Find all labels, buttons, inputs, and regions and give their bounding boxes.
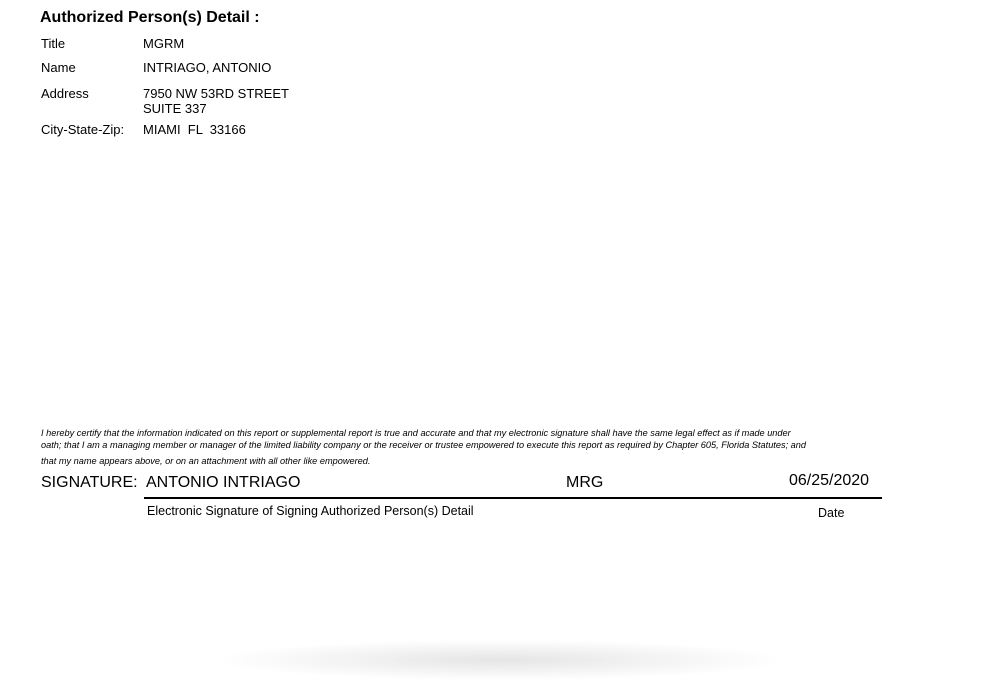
city-state-zip-label: City-State-Zip:	[41, 122, 125, 137]
address-label: Address	[41, 86, 89, 101]
title-value: MGRM	[143, 36, 185, 51]
certification-statement	[41, 427, 921, 467]
signature-name: ANTONIO INTRIAGO	[146, 474, 301, 491]
page-shadow	[220, 640, 780, 680]
signature-date: 06/25/2020	[789, 472, 870, 489]
title-label: Title	[41, 36, 66, 51]
name-label: Name	[41, 60, 76, 75]
signature-line	[144, 497, 882, 499]
address-line-2: SUITE 337	[143, 101, 207, 116]
signature-label: SIGNATURE:	[41, 474, 138, 491]
signature-title: MRG	[566, 474, 604, 491]
certification-line-2: oath; that I am a managing member or manager of the limited liability company or the receiver or trustee empowered to execute this report as required by Chapter 605, Florida Statutes; and	[41, 440, 806, 451]
city-state-zip-value: MIAMI FL 33166	[143, 122, 246, 137]
date-caption: Date	[818, 506, 845, 520]
certification-line-1: I hereby certify that the information indicated on this report or supplemental report is true and accurate and that my electronic signature shall have the same legal effect as if made under	[41, 428, 791, 438]
address-line-1: 7950 NW 53RD STREET	[143, 86, 289, 101]
certification-line-3: that my name appears above, or on an attachment with all other like empowered.	[41, 455, 371, 466]
section-title: Authorized Person(s) Detail :	[40, 9, 260, 26]
name-value: INTRIAGO, ANTONIO	[143, 60, 272, 75]
signature-caption: Electronic Signature of Signing Authorized Person(s) Detail	[147, 504, 474, 518]
